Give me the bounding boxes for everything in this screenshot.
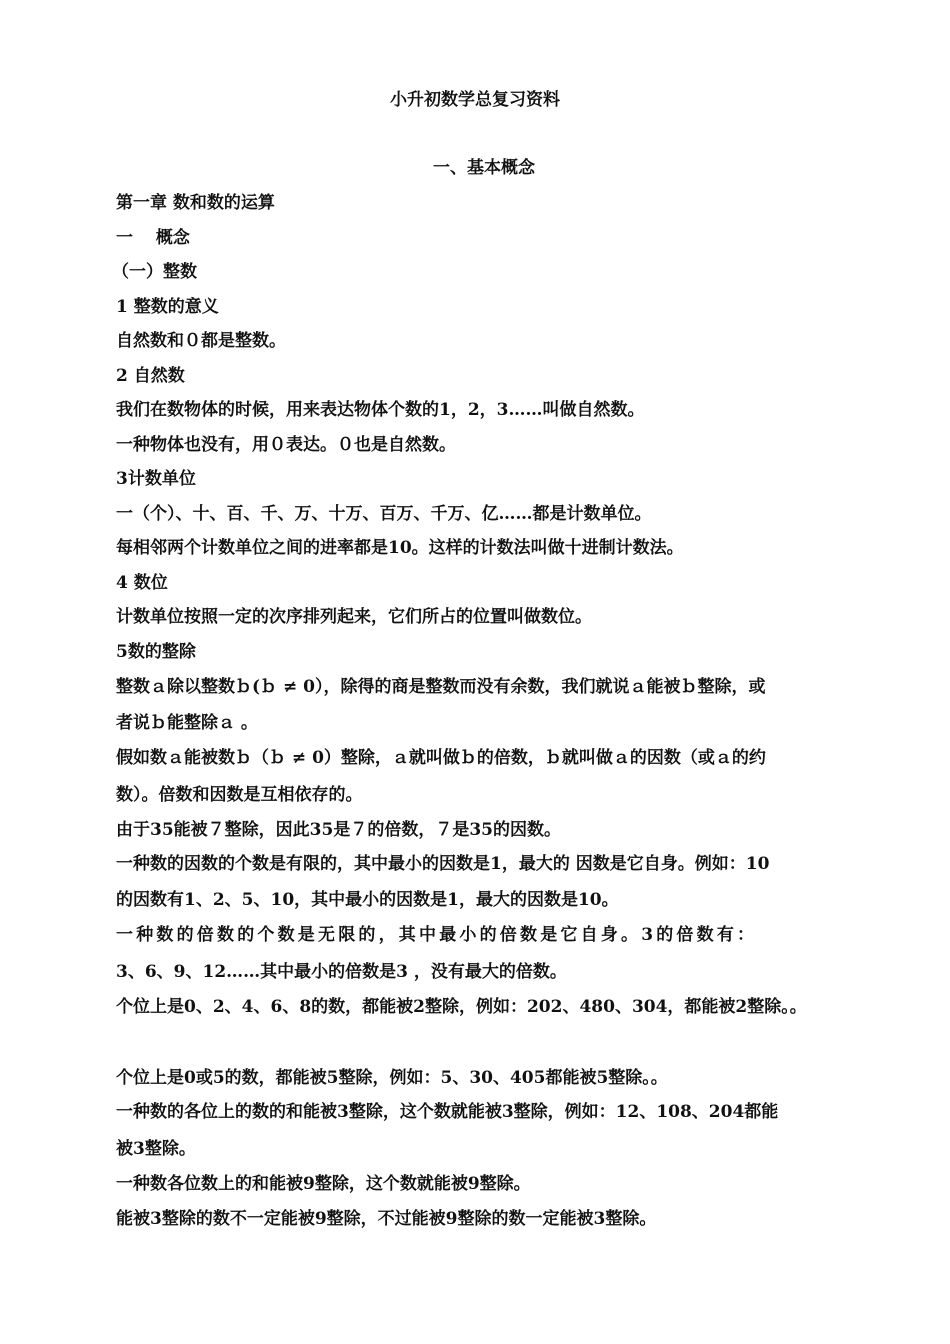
text-line: 能被3整除的数不一定能被9整除，不过能被9整除的数一定能被3整除。: [116, 1209, 657, 1229]
text-line: 3、6、9、12……其中最小的倍数是3 ，没有最大的倍数。: [116, 962, 567, 982]
text-line: 由于35能被７整除，因此35是７的倍数，７是35的因数。: [116, 820, 561, 840]
text-line: 2 自然数: [116, 366, 185, 386]
text-line: 数）。倍数和因数是互相依存的。: [116, 785, 363, 805]
text-line: 一种数的因数的个数是有限的，其中最小的因数是1，最大的 因数是它自身。例如：10: [116, 854, 770, 874]
text-line: 个位上是0、2、4、6、8的数，都能被2整除，例如：202、480、304，都能被2整除。。: [116, 997, 807, 1017]
text-line: 1 整数的意义: [116, 297, 219, 317]
text-line: 5数的整除: [116, 642, 196, 662]
text-line: 3计数单位: [116, 469, 196, 489]
text-line: 一种物体也没有，用０表达。０也是自然数。: [116, 435, 456, 455]
text-line: 个位上是0或5的数，都能被5整除，例如：5、30、405都能被5整除。。: [116, 1068, 668, 1088]
part-heading: 一 概念: [116, 228, 190, 248]
text-line: 被3整除。: [116, 1139, 196, 1159]
sub-heading: （一）整数: [112, 262, 197, 282]
text-line: 假如数ａ能被数ｂ（ｂ ≠ 0）整除，ａ就叫做ｂ的倍数，ｂ就叫做ａ的因数（或ａ的约: [116, 748, 766, 768]
text-line: 一种数各位数上的和能被9整除，这个数就能被9整除。: [116, 1174, 531, 1194]
section-heading: 一、基本概念: [433, 158, 535, 178]
text-line: 的因数有1、2、5、10，其中最小的因数是1，最大的因数是10。: [116, 890, 619, 910]
text-line: 一种数的各位上的数的和能被3整除，这个数就能被3整除，例如：12、108、204都能: [116, 1102, 779, 1122]
doc-title: 小升初数学总复习资料: [390, 90, 560, 110]
text-line: 我们在数物体的时候，用来表达物体个数的1，2，3……叫做自然数。: [116, 400, 645, 420]
text-line: 整数ａ除以整数ｂ(ｂ ≠ 0），除得的商是整数而没有余数，我们就说ａ能被ｂ整除，或: [116, 677, 766, 697]
text-line: 4 数位: [116, 573, 168, 593]
text-line: 自然数和０都是整数。: [116, 331, 286, 351]
text-line: 一种数的倍数的个数是无限的，其中最小的倍数是它自身。3的倍数有：: [116, 925, 758, 945]
text-line: 一（个）、十、百、千、万、十万、百万、千万、亿……都是计数单位。: [116, 504, 652, 524]
text-line: 每相邻两个计数单位之间的进率都是10。这样的计数法叫做十进制计数法。: [116, 538, 684, 558]
text-line: 计数单位按照一定的次序排列起来，它们所占的位置叫做数位。: [116, 607, 592, 627]
chapter-heading: 第一章 数和数的运算: [116, 193, 275, 213]
text-line: 者说ｂ能整除ａ 。: [116, 713, 258, 733]
